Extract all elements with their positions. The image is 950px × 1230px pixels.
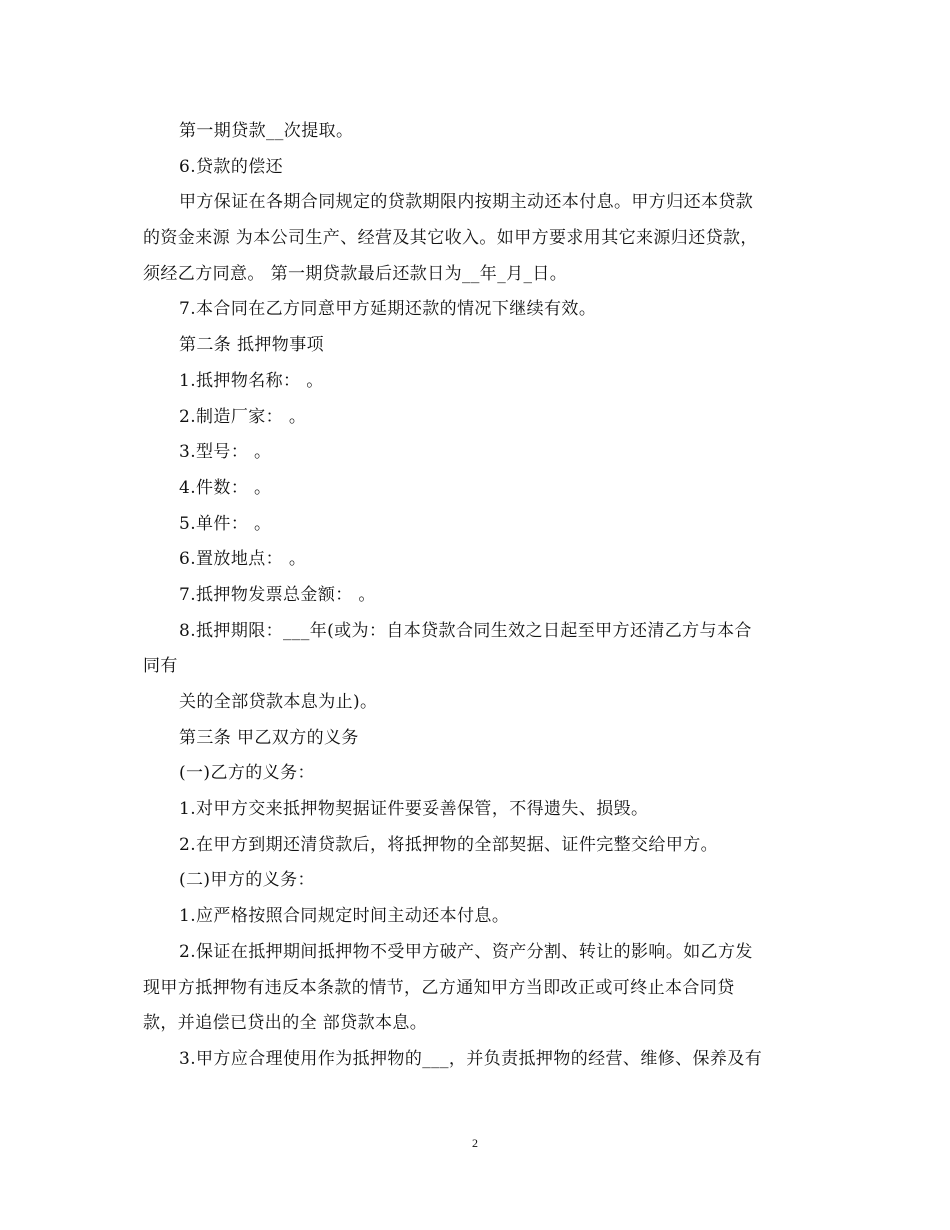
- text-line: 款，并追偿已贷出的全 部贷款本息。: [143, 1013, 428, 1034]
- text-line: 同有: [143, 656, 178, 677]
- text-line: 1.抵押物名称： 。: [179, 370, 324, 391]
- text-line: 关的全部贷款本息为止)。: [179, 692, 378, 712]
- text-line: 的资金来源 为本公司生产、经营及其它收入。如甲方要求用其它来源归还贷款，: [143, 228, 758, 249]
- text-line: 1.应严格按照合同规定时间主动还本付息。: [179, 906, 510, 927]
- text-line: 第二条 抵押物事项: [179, 335, 325, 356]
- text-line: 6.贷款的偿还: [179, 156, 284, 177]
- text-line: 7.抵押物发票总金额： 。: [179, 584, 376, 605]
- body-text: [143, 114, 808, 1078]
- text-line: 7.本合同在乙方同意甲方延期还款的情况下继续有效。: [179, 299, 597, 320]
- text-line: (二)甲方的义务：: [179, 870, 315, 891]
- text-line: 5.单件： 。: [179, 513, 272, 534]
- text-line: 第一期贷款__次提取。: [179, 121, 354, 141]
- text-line: 甲方保证在各期合同规定的贷款期限内按期主动还本付息。甲方归还本贷款: [179, 192, 754, 213]
- text-line: 2.保证在抵押期间抵押物不受甲方破产、资产分割、转让的影响。如乙方发: [179, 941, 753, 962]
- text-line: 现甲方抵押物有违反本条款的情节，乙方通知甲方当即改正或可终止本合同贷: [143, 977, 735, 998]
- text-line: 4.件数： 。: [179, 477, 272, 498]
- text-line: 8.抵押期限：___年(或为：自本贷款合同生效之日起至甲方还清乙方与本合: [179, 620, 752, 641]
- text-line: 2.制造厂家： 。: [179, 406, 307, 427]
- text-line: 1.对甲方交来抵押物契据证件要妥善保管，不得遗失、损毁。: [179, 799, 649, 820]
- text-line: 3.甲方应合理使用作为抵押物的___，并负责抵押物的经营、维修、保养及有: [179, 1048, 763, 1069]
- text-line: (一)乙方的义务：: [179, 763, 315, 784]
- text-line: 6.置放地点： 。: [179, 549, 307, 570]
- page-number: 2: [472, 1136, 478, 1150]
- text-line: 须经乙方同意。 第一期贷款最后还款日为__年_月_日。: [143, 263, 568, 284]
- text-line: 3.型号： 。: [179, 442, 272, 463]
- text-line: 2.在甲方到期还清贷款后，将抵押物的全部契据、证件完整交给甲方。: [179, 834, 719, 855]
- text-line: 第三条 甲乙双方的义务: [179, 727, 359, 748]
